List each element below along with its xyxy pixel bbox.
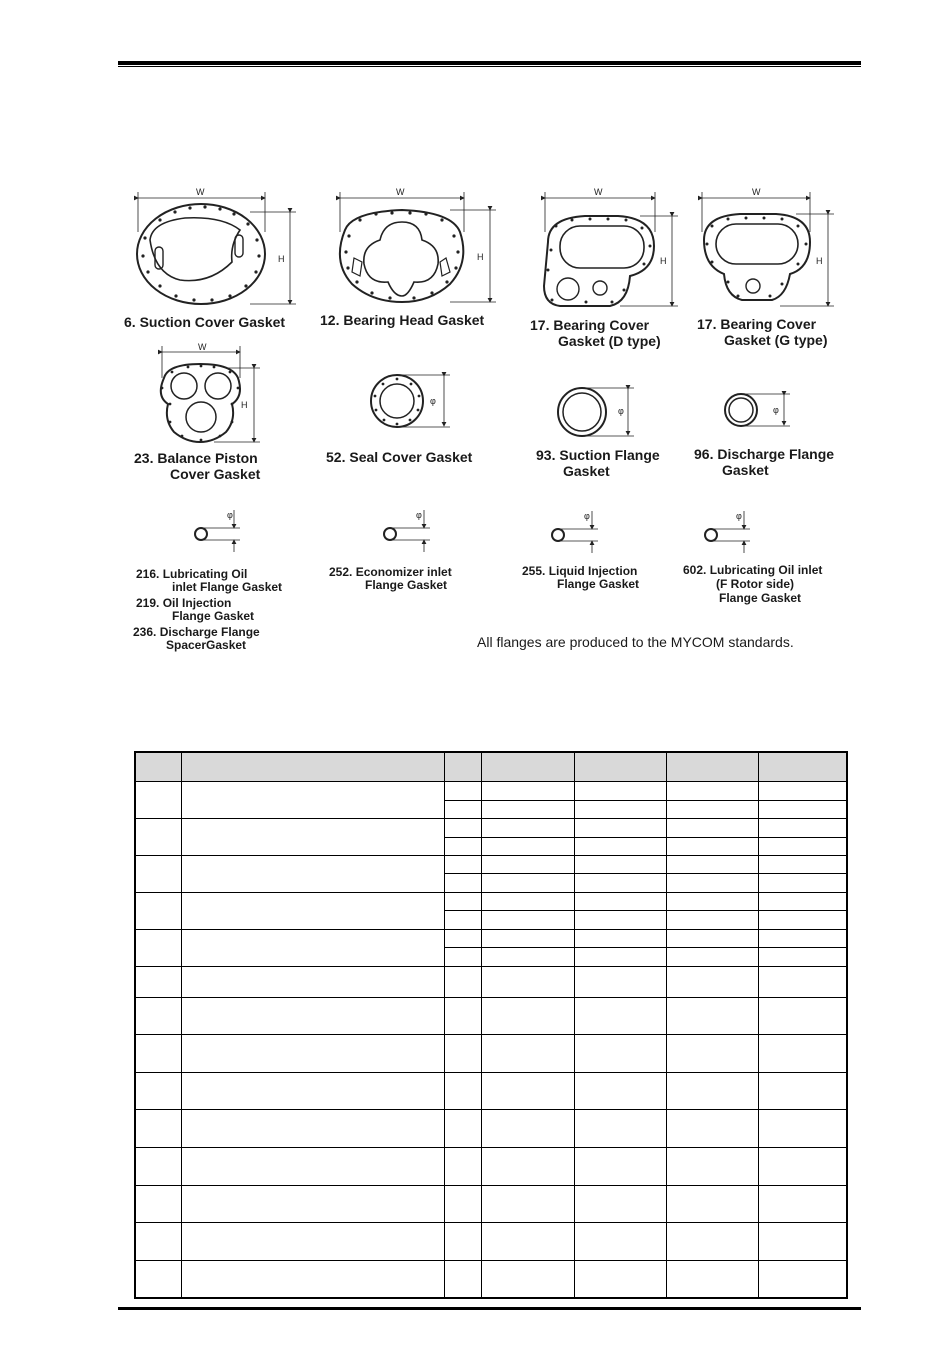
table-cell [444, 1073, 481, 1110]
table-cell [135, 1109, 181, 1147]
table-cell [181, 1073, 444, 1110]
table-cell [181, 892, 444, 929]
oring-gasket-216-drawing [195, 510, 240, 552]
table-cell [758, 855, 847, 873]
table-cell [444, 855, 481, 873]
table-cell [666, 1073, 758, 1110]
table-cell [181, 819, 444, 856]
table-cell [181, 1222, 444, 1260]
mycom-standards-note: All flanges are produced to the MYCOM standards. [477, 634, 794, 650]
table-cell [135, 1260, 181, 1298]
dim-w-6: W [196, 187, 205, 197]
table-cell [666, 874, 758, 892]
seal-cover-gasket-drawing [371, 375, 450, 427]
table-cell [574, 1035, 666, 1073]
balance-piston-cover-gasket-drawing [161, 346, 260, 442]
table-cell [758, 1185, 847, 1222]
table-cell [481, 1260, 574, 1298]
table-cell [574, 1147, 666, 1185]
caption-602-line2: (F Rotor side) [716, 577, 794, 591]
dim-w-12: W [396, 187, 405, 197]
table-cell [181, 1260, 444, 1298]
table-cell [666, 819, 758, 837]
table-row [135, 819, 847, 837]
table-cell [444, 998, 481, 1035]
table-cell [574, 800, 666, 818]
oring-gasket-255-drawing [552, 511, 598, 553]
caption-17d-line1: 17. Bearing Cover [530, 317, 650, 333]
dim-w-17g: W [752, 187, 761, 197]
caption-23-line1: 23. Balance Piston [134, 450, 258, 466]
table-row [135, 782, 847, 800]
table-header-cell [444, 752, 481, 782]
caption-219-line1: 219. Oil Injection [136, 596, 232, 610]
table-header-cell [574, 752, 666, 782]
caption-12: 12. Bearing Head Gasket [320, 312, 485, 328]
dim-phi-93: φ [618, 406, 624, 416]
table-header-row [135, 752, 847, 782]
suction-cover-gasket-drawing [137, 192, 296, 304]
caption-236-line1: 236. Discharge Flange [133, 625, 260, 639]
table-cell [758, 874, 847, 892]
table-cell [758, 1073, 847, 1110]
table-cell [574, 1222, 666, 1260]
gasket-spec-table [134, 751, 848, 1299]
table-cell [135, 966, 181, 998]
bearing-cover-gasket-g-drawing [702, 192, 834, 306]
table-cell [481, 1147, 574, 1185]
table-cell [666, 855, 758, 873]
table-cell [574, 929, 666, 947]
table-header-cell [181, 752, 444, 782]
table-cell [481, 874, 574, 892]
table-header-cell [481, 752, 574, 782]
table-cell [758, 911, 847, 929]
table-cell [481, 948, 574, 966]
table-cell [758, 1109, 847, 1147]
table-cell [444, 929, 481, 947]
table-cell [574, 819, 666, 837]
table-cell [444, 837, 481, 855]
dim-w-17d: W [594, 187, 603, 197]
table-cell [574, 782, 666, 800]
table-cell [481, 837, 574, 855]
dim-h-17g: H [816, 256, 823, 266]
dim-h-17d: H [660, 256, 667, 266]
caption-255-line2: Flange Gasket [557, 577, 640, 591]
dim-w-23: W [198, 342, 207, 352]
table-cell [135, 1222, 181, 1260]
table-cell [758, 966, 847, 998]
dim-phi-216: φ [227, 510, 233, 520]
table-cell [758, 837, 847, 855]
dim-h-12: H [477, 252, 484, 262]
table-cell [666, 1147, 758, 1185]
caption-602-line1: 602. Lubricating Oil inlet [683, 563, 823, 577]
table-cell [574, 1073, 666, 1110]
table-cell [481, 929, 574, 947]
caption-236-line2: SpacerGasket [166, 638, 247, 652]
table-cell [444, 819, 481, 837]
table-cell [135, 782, 181, 819]
table-cell [181, 929, 444, 966]
table-cell [135, 998, 181, 1035]
table-row [135, 1073, 847, 1110]
table-cell [666, 892, 758, 910]
table-cell [444, 1147, 481, 1185]
table-cell [666, 1035, 758, 1073]
dim-phi-252: φ [416, 510, 422, 520]
caption-252-line2: Flange Gasket [365, 578, 448, 592]
table-cell [481, 800, 574, 818]
caption-17g-line1: 17. Bearing Cover [697, 316, 817, 332]
caption-17d-line2: Gasket (D type) [558, 333, 661, 349]
table-cell [758, 948, 847, 966]
dim-phi-52: φ [430, 396, 436, 406]
oring-gasket-252-drawing [384, 510, 430, 552]
table-cell [444, 911, 481, 929]
table-cell [574, 874, 666, 892]
caption-23-line2: Cover Gasket [170, 466, 261, 482]
table-cell [758, 1035, 847, 1073]
table-cell [135, 1073, 181, 1110]
table-cell [444, 966, 481, 998]
table-cell [135, 1035, 181, 1073]
caption-216-line1: 216. Lubricating Oil [136, 567, 248, 581]
footer-rule [118, 1307, 861, 1310]
table-cell [181, 855, 444, 892]
table-cell [758, 1147, 847, 1185]
gasket-captions [124, 312, 834, 652]
table-cell [481, 855, 574, 873]
dim-h-23: H [241, 400, 248, 410]
table-cell [666, 998, 758, 1035]
table-cell [666, 837, 758, 855]
table-cell [135, 819, 181, 856]
table-cell [666, 1260, 758, 1298]
caption-93-line1: 93. Suction Flange [536, 447, 660, 463]
table-cell [758, 892, 847, 910]
table-cell [181, 782, 444, 819]
table-header-cell [135, 752, 181, 782]
table-row [135, 1109, 847, 1147]
table-cell [444, 892, 481, 910]
table-cell [135, 929, 181, 966]
table-header-cell [758, 752, 847, 782]
caption-96-line1: 96. Discharge Flange [694, 446, 835, 462]
table-cell [481, 819, 574, 837]
dim-h-6: H [278, 254, 285, 264]
table-cell [444, 782, 481, 800]
table-cell [135, 1147, 181, 1185]
table-cell [481, 911, 574, 929]
dim-phi-602: φ [736, 511, 742, 521]
gasket-spec-table-body [135, 752, 847, 1298]
caption-17g-line2: Gasket (G type) [724, 332, 828, 348]
caption-216-line2: inlet Flange Gasket [172, 580, 283, 594]
table-cell [758, 800, 847, 818]
table-cell [444, 948, 481, 966]
table-cell [135, 855, 181, 892]
table-row [135, 998, 847, 1035]
bearing-cover-gasket-d-drawing [544, 192, 678, 306]
table-cell [574, 855, 666, 873]
table-cell [481, 966, 574, 998]
table-row [135, 1222, 847, 1260]
table-cell [481, 1073, 574, 1110]
table-cell [481, 998, 574, 1035]
caption-255-line1: 255. Liquid Injection [522, 564, 638, 578]
table-cell [758, 782, 847, 800]
table-cell [574, 998, 666, 1035]
table-cell [444, 1035, 481, 1073]
table-cell [481, 1185, 574, 1222]
table-cell [181, 1147, 444, 1185]
table-cell [181, 1185, 444, 1222]
table-row [135, 1260, 847, 1298]
table-cell [574, 1260, 666, 1298]
table-cell [481, 1222, 574, 1260]
caption-96-line2: Gasket [722, 462, 769, 478]
table-cell [444, 1222, 481, 1260]
table-row [135, 1147, 847, 1185]
table-cell [444, 800, 481, 818]
table-cell [481, 1035, 574, 1073]
table-cell [666, 966, 758, 998]
table-cell [574, 948, 666, 966]
dim-phi-96: φ [773, 405, 779, 415]
table-cell [758, 819, 847, 837]
table-cell [444, 874, 481, 892]
table-cell [666, 782, 758, 800]
table-cell [181, 998, 444, 1035]
table-cell [666, 1185, 758, 1222]
table-header-cell [666, 752, 758, 782]
table-row [135, 929, 847, 947]
table-cell [574, 966, 666, 998]
table-cell [181, 1035, 444, 1073]
table-cell [444, 1109, 481, 1147]
caption-93-line2: Gasket [563, 463, 610, 479]
table-cell [666, 800, 758, 818]
table-cell [758, 929, 847, 947]
caption-52: 52. Seal Cover Gasket [326, 449, 473, 465]
table-row [135, 855, 847, 873]
table-cell [444, 1260, 481, 1298]
table-cell [666, 1222, 758, 1260]
table-row [135, 1035, 847, 1073]
table-cell [574, 1109, 666, 1147]
table-cell [666, 1109, 758, 1147]
table-cell [481, 892, 574, 910]
dim-phi-255: φ [584, 511, 590, 521]
table-row [135, 966, 847, 998]
oring-gasket-602-drawing [705, 511, 750, 553]
table-cell [444, 1185, 481, 1222]
table-cell [181, 966, 444, 998]
table-cell [574, 837, 666, 855]
table-cell [758, 998, 847, 1035]
table-row [135, 1185, 847, 1222]
table-cell [758, 1222, 847, 1260]
table-cell [481, 1109, 574, 1147]
bearing-head-gasket-drawing [340, 192, 496, 302]
table-cell [574, 892, 666, 910]
table-cell [574, 1185, 666, 1222]
table-cell [666, 929, 758, 947]
table-cell [758, 1260, 847, 1298]
table-cell [181, 1109, 444, 1147]
caption-219-line2: Flange Gasket [172, 609, 255, 623]
caption-252-line1: 252. Economizer inlet [329, 565, 452, 579]
table-row [135, 892, 847, 910]
table-cell [666, 911, 758, 929]
table-cell [574, 911, 666, 929]
caption-602-line3: Flange Gasket [719, 591, 802, 605]
discharge-flange-gasket-drawing [725, 394, 790, 426]
table-cell [135, 1185, 181, 1222]
caption-6: 6. Suction Cover Gasket [124, 314, 286, 330]
table-cell [481, 782, 574, 800]
table-cell [135, 892, 181, 929]
table-cell [666, 948, 758, 966]
